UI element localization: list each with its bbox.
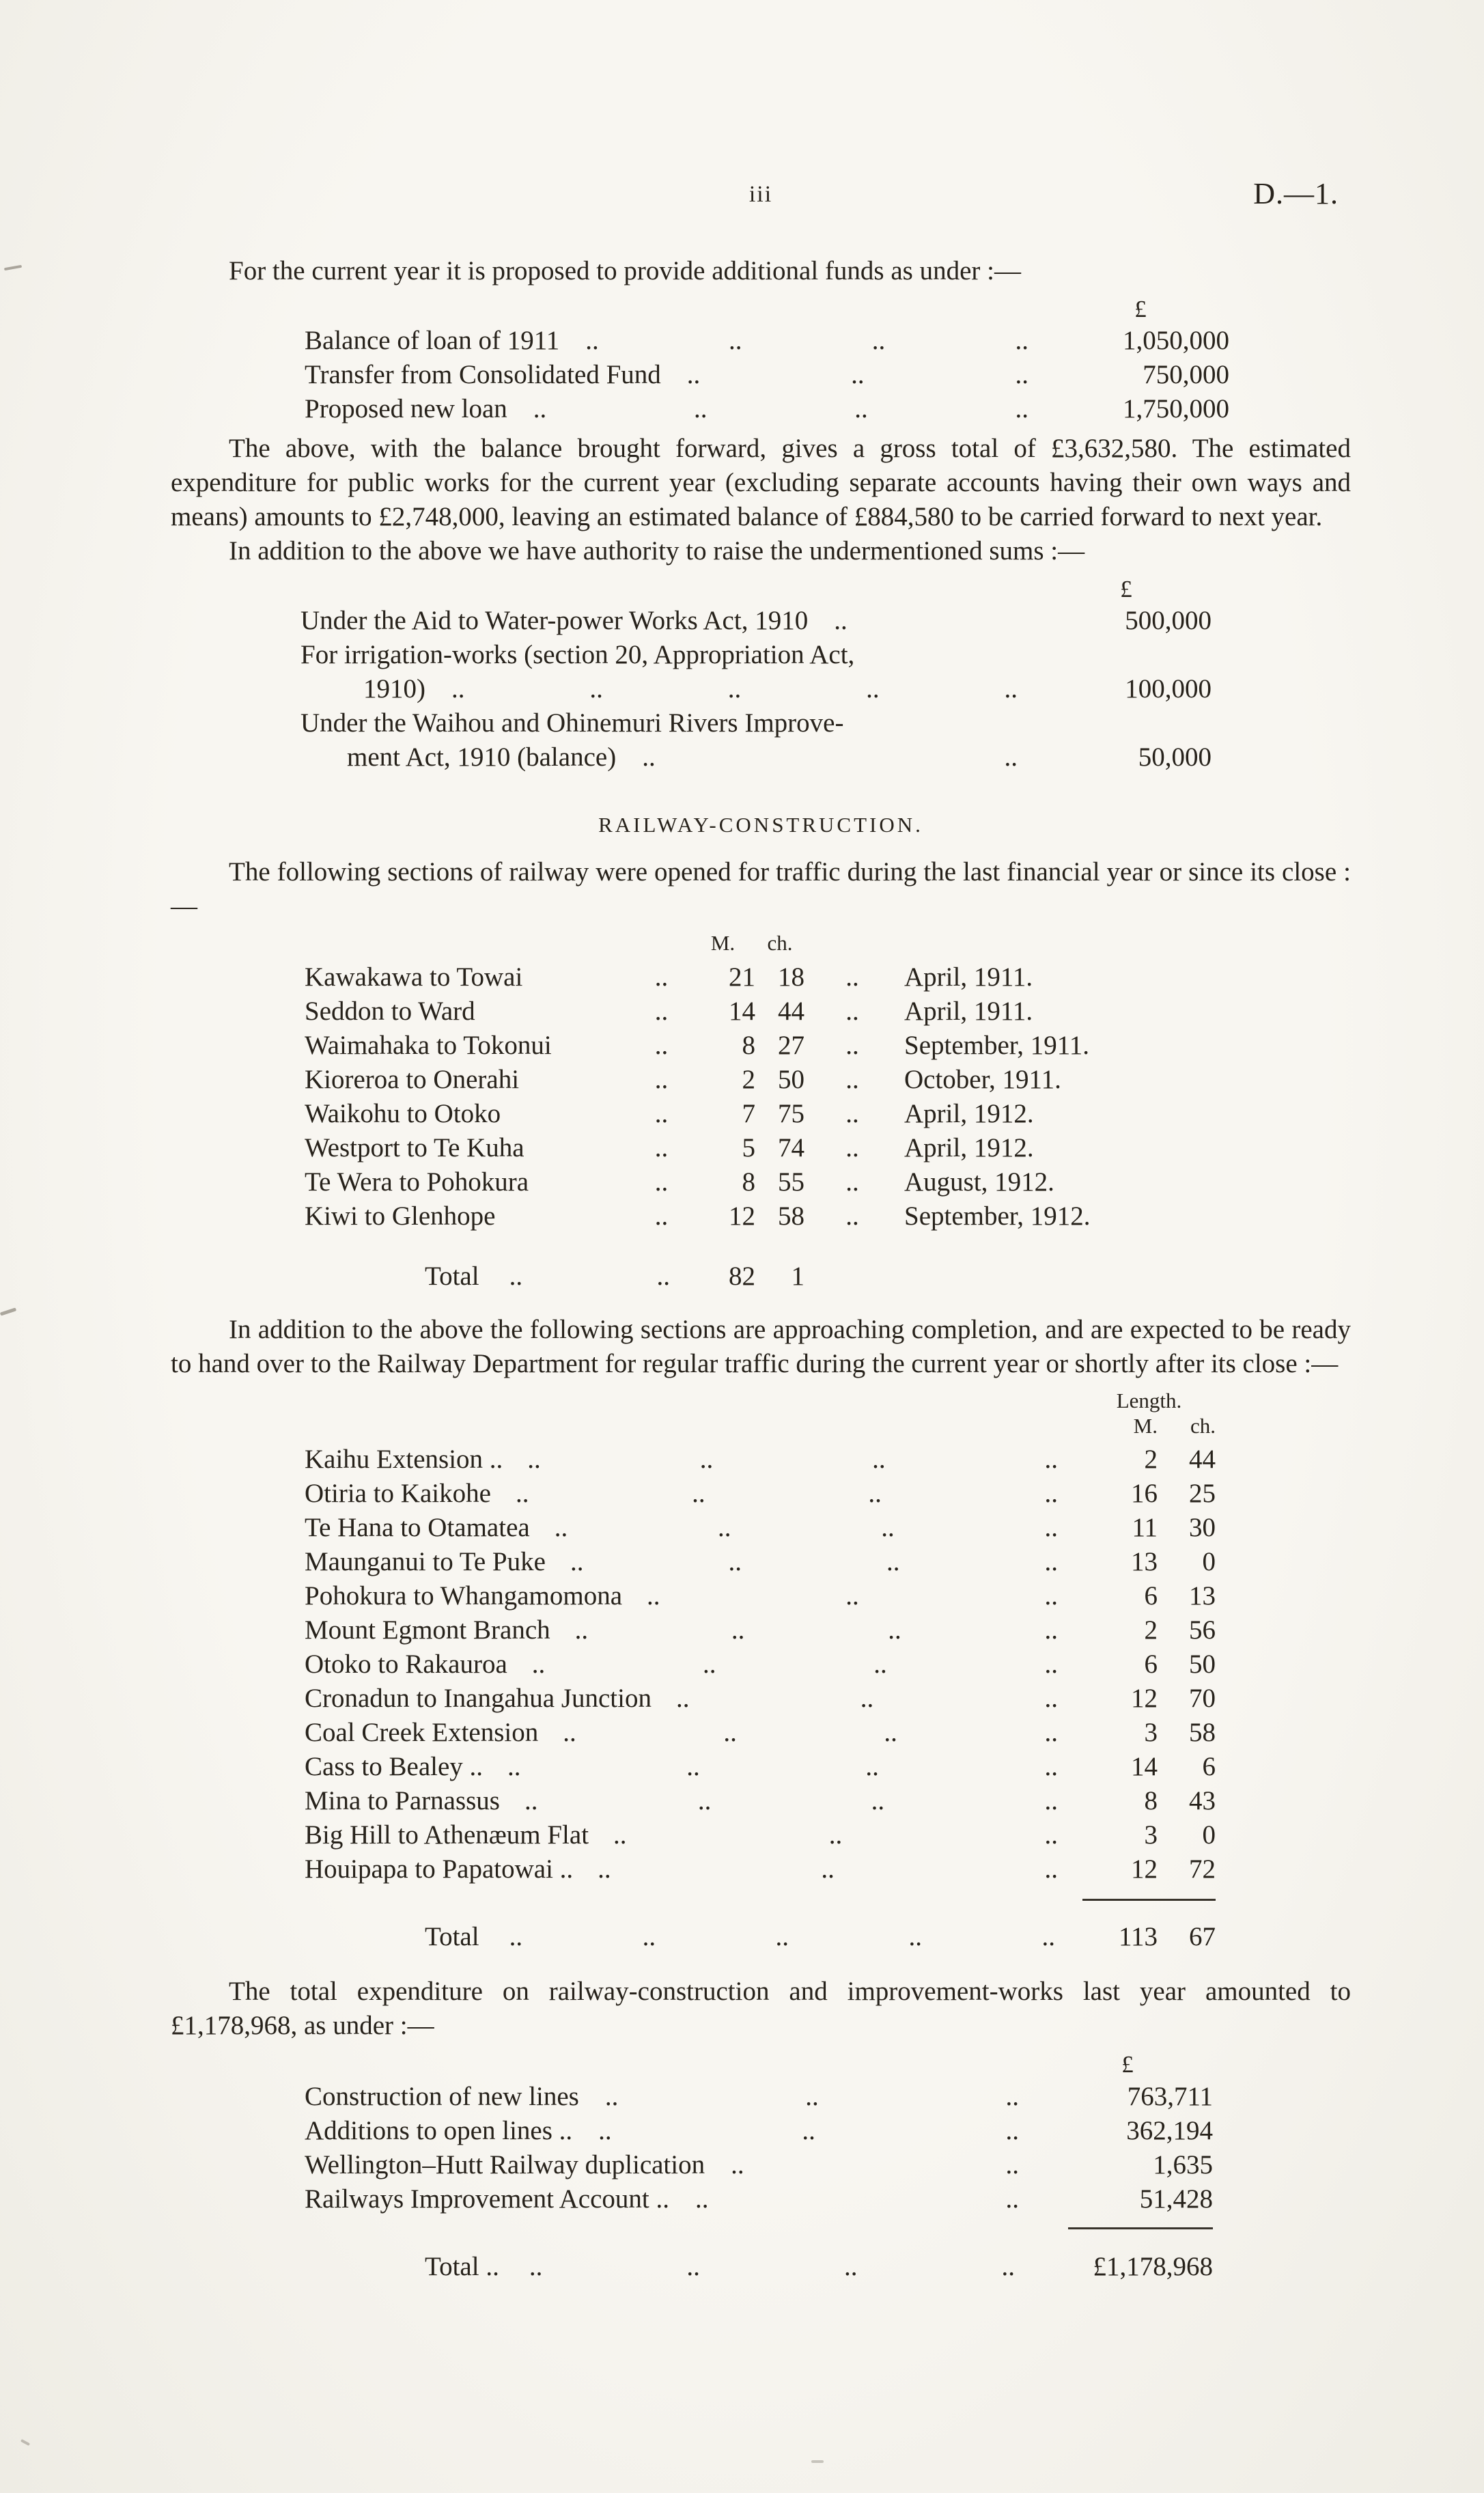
dot-leader: .. .. .. <box>598 1854 1058 1884</box>
dot-leader: .. <box>654 1133 669 1162</box>
gross-total-paragraph: The above, with the balance brought forward, gives a gross total of £3,632,580. The estimated expenditure for public works for the current year (excluding separate accounts having their own ways and means) amounts to £2,748,000, leaving an estimated balance of £884,580 to be carried forward to next year. <box>171 434 1351 531</box>
dot-leader: .. <box>654 1031 669 1060</box>
miles-value: 11 <box>1132 1513 1158 1542</box>
row-value: 750,000 <box>1143 360 1229 389</box>
table-row <box>305 1750 1216 1784</box>
section-name: Otoko to Rakauroa <box>305 1649 507 1679</box>
section-name: Maunganui to Te Puke <box>305 1547 546 1576</box>
section-name: Te Wera to Pohokura <box>305 1167 529 1197</box>
dot-leader: .. .. .. .. <box>570 1547 1058 1576</box>
table-row <box>305 392 1229 426</box>
miles-value: 12 <box>1131 1684 1158 1713</box>
dot-leader: .. <box>654 962 669 992</box>
opening-date: April, 1912. <box>904 1099 1034 1128</box>
chains-value: 43 <box>1189 1786 1216 1815</box>
currency-symbol: £ <box>1121 2051 1134 2078</box>
row-label: Additions to open lines .. <box>305 2116 573 2145</box>
section-name: Pohokura to Whangamomona <box>305 1581 623 1611</box>
chains-value: 70 <box>1189 1684 1216 1713</box>
section-name: Seddon to Ward <box>305 997 475 1026</box>
section-name: Westport to Te Kuha <box>305 1133 524 1162</box>
table-row <box>305 2182 1213 2216</box>
row-label: Railways Improvement Account .. <box>305 2184 669 2214</box>
chains-value: 58 <box>1189 1718 1216 1747</box>
dot-leader: .. .. <box>731 2150 1019 2179</box>
dot-leader: .. .. .. <box>686 360 1028 389</box>
section-name: Waimahaka to Tokonui <box>305 1031 552 1060</box>
row-label: Under the Waihou and Ohinemuri Rivers Improve- <box>300 708 844 738</box>
table-row <box>305 1545 1216 1579</box>
doc-reference: D.—1. <box>1253 177 1339 210</box>
dot-leader: .. <box>845 1065 859 1094</box>
table-row <box>305 960 1302 994</box>
authority-intro-paragraph: In addition to the above we have authority to raise the undermentioned sums :— <box>229 536 1085 566</box>
dot-leader: .. .. .. <box>675 1684 1058 1713</box>
dot-leader: .. .. .. <box>604 2082 1019 2111</box>
table-row <box>305 1165 1302 1199</box>
table-row <box>305 2080 1213 2114</box>
total-rule <box>1068 2227 1213 2229</box>
miles-value: 8 <box>742 1031 755 1060</box>
opening-date: October, 1911. <box>904 1065 1061 1094</box>
table-row <box>300 638 1212 672</box>
row-label: Construction of new lines <box>305 2082 579 2111</box>
total-row <box>305 1259 1302 1294</box>
dot-leader: .. <box>834 606 848 635</box>
table-row <box>305 1579 1216 1613</box>
chains-value: 50 <box>778 1065 804 1094</box>
opening-date: August, 1912. <box>904 1167 1054 1197</box>
dot-leader: .. .. .. <box>613 1820 1058 1850</box>
length-header-row <box>305 1388 1216 1413</box>
row-label: Balance of loan of 1911 <box>305 326 560 355</box>
row-value: 1,635 <box>1153 2150 1213 2179</box>
chains-value: 58 <box>778 1201 804 1231</box>
chains-value: 13 <box>1189 1581 1216 1611</box>
section-name: Mount Egmont Branch <box>305 1615 550 1645</box>
dot-leader: .. .. .. .. <box>527 1445 1058 1474</box>
miles-value: 8 <box>1144 1786 1158 1815</box>
section-name: Big Hill to Athenæum Flat <box>305 1820 589 1850</box>
dot-leader: .. .. .. .. <box>585 326 1028 355</box>
miles-value: 7 <box>742 1099 755 1128</box>
table-row <box>305 2114 1213 2148</box>
row-label: Transfer from Consolidated Fund <box>305 360 661 389</box>
page-number: iii <box>748 182 773 207</box>
miles-value: 21 <box>729 962 755 992</box>
intro-paragraph: For the current year it is proposed to provide additional funds as under :— <box>229 256 1021 285</box>
dot-leader: .. <box>845 997 859 1026</box>
table-row <box>305 1097 1302 1131</box>
total-label: Total <box>425 1922 479 1951</box>
section-name: Kawakawa to Towai <box>305 962 523 992</box>
chains-column-header: ch. <box>1190 1414 1216 1438</box>
chains-value: 6 <box>1202 1752 1216 1781</box>
additional-funds-table <box>305 295 1229 426</box>
section-name: Cass to Bealey .. <box>305 1752 484 1781</box>
total-label: Total .. <box>425 2252 499 2281</box>
dot-leader: .. .. .. <box>598 2116 1019 2145</box>
miles-value: 2 <box>1144 1615 1158 1645</box>
dot-leader: .. .. .. .. <box>554 1513 1058 1542</box>
chains-value: 56 <box>1189 1615 1216 1645</box>
dot-leader: .. .. .. .. .. <box>509 1922 1055 1951</box>
currency-header-row <box>305 295 1229 324</box>
dot-leader: .. <box>654 1167 669 1197</box>
miles-column-header: M. <box>710 931 736 955</box>
dot-leader: .. .. .. .. <box>574 1615 1058 1645</box>
miles-value: 2 <box>1144 1445 1158 1474</box>
expenditure-intro-paragraph: The total expenditure on railway-construction and improvement-works last year amounted to £1,178,968, as under :— <box>171 1977 1351 2040</box>
row-value: 1,750,000 <box>1123 394 1229 423</box>
row-label: Proposed new loan <box>305 394 507 423</box>
dot-leader: .. <box>845 1167 859 1197</box>
approaching-completion-table <box>305 1388 1216 1954</box>
section-name: Te Hana to Otamatea <box>305 1513 530 1542</box>
row-value: 100,000 <box>1125 674 1212 704</box>
length-column-header: Length. <box>1116 1389 1182 1412</box>
row-label: For irrigation-works (section 20, Appropriation Act, <box>300 640 855 669</box>
miles-value: 8 <box>742 1167 755 1197</box>
page-header <box>171 176 1351 219</box>
miles-value: 6 <box>1144 1649 1158 1679</box>
chains-value: 44 <box>778 997 804 1026</box>
section-name: Waikohu to Otoko <box>305 1099 501 1128</box>
opening-date: April, 1911. <box>904 997 1033 1026</box>
authority-sums-table <box>300 575 1212 775</box>
chains-column-header: ch. <box>767 931 793 955</box>
dot-leader: .. <box>845 1133 859 1162</box>
section-name: Coal Creek Extension <box>305 1718 539 1747</box>
table-row <box>305 1511 1216 1545</box>
row-value: 51,428 <box>1139 2184 1213 2214</box>
chains-value: 55 <box>778 1167 804 1197</box>
total-miles: 82 <box>729 1262 755 1291</box>
dot-leader: .. .. .. .. <box>563 1718 1058 1747</box>
dot-leader: .. <box>845 1099 859 1128</box>
row-label-continuation: ment Act, 1910 (balance) <box>347 742 617 772</box>
table-row <box>305 1199 1302 1234</box>
table-row <box>305 1477 1216 1511</box>
miles-value: 3 <box>1144 1820 1158 1850</box>
section-name: Kioreroa to Onerahi <box>305 1065 520 1094</box>
column-header-row <box>305 930 1302 956</box>
table-row <box>305 1131 1302 1165</box>
chains-value: 75 <box>778 1099 804 1128</box>
table-row <box>305 2148 1213 2182</box>
opening-date: September, 1912. <box>904 1201 1091 1231</box>
dot-leader: .. .. .. .. <box>524 1786 1058 1815</box>
dot-leader: .. .. .. .. <box>515 1479 1058 1508</box>
chains-value: 50 <box>1189 1649 1216 1679</box>
dot-leader: .. <box>654 1099 669 1128</box>
chains-value: 30 <box>1189 1513 1216 1542</box>
table-row <box>305 1613 1216 1647</box>
section-name: Kiwi to Glenhope <box>305 1201 496 1231</box>
row-value: 1,050,000 <box>1123 326 1229 355</box>
table-row <box>300 604 1212 638</box>
miles-value: 12 <box>1131 1854 1158 1884</box>
opened-sections-intro-paragraph: The following sections of railway were opened for traffic during the last financial year or since its close :— <box>171 857 1351 921</box>
miles-value: 6 <box>1144 1581 1158 1611</box>
dot-leader: .. .. .. <box>647 1581 1058 1611</box>
opened-sections-table <box>305 930 1302 1294</box>
chains-value: 44 <box>1189 1445 1216 1474</box>
scan-artifact <box>811 2460 824 2463</box>
dot-leader: .. .. .. .. <box>507 1752 1058 1781</box>
currency-header-row <box>300 575 1212 604</box>
dot-leader: .. <box>654 1065 669 1094</box>
section-name: Houipapa to Papatowai .. <box>305 1854 574 1884</box>
total-rule <box>1082 1899 1216 1901</box>
dot-leader: .. <box>654 997 669 1026</box>
chains-value: 27 <box>778 1031 804 1060</box>
approaching-intro-paragraph: In addition to the above the following sections are approaching completion, and are expected to be ready to hand over to the Railway Department for regular traffic during the current year or shortly after its close :— <box>171 1315 1351 1378</box>
miles-value: 12 <box>729 1201 755 1231</box>
dot-leader: .. <box>845 1201 859 1231</box>
table-row <box>305 1682 1216 1716</box>
total-row <box>305 2250 1213 2284</box>
miles-value: 5 <box>742 1133 755 1162</box>
section-name: Mina to Parnassus <box>305 1786 500 1815</box>
table-row <box>300 672 1212 706</box>
chains-value: 0 <box>1202 1547 1216 1576</box>
dot-leader: .. .. <box>695 2184 1019 2214</box>
table-row <box>305 358 1229 392</box>
table-row <box>305 1716 1216 1750</box>
miles-value: 14 <box>729 997 755 1026</box>
miles-value: 16 <box>1131 1479 1158 1508</box>
column-header-row <box>305 1413 1216 1438</box>
chains-value: 25 <box>1189 1479 1216 1508</box>
table-row <box>305 1443 1216 1477</box>
opening-date: April, 1912. <box>904 1133 1034 1162</box>
section-heading: RAILWAY-CONSTRUCTION. <box>598 813 923 837</box>
currency-symbol: £ <box>1120 576 1132 602</box>
total-chains: 67 <box>1189 1922 1216 1951</box>
table-row <box>305 994 1302 1029</box>
miles-value: 14 <box>1131 1752 1158 1781</box>
section-name: Otiria to Kaikohe <box>305 1479 491 1508</box>
miles-column-header: M. <box>1133 1414 1158 1438</box>
total-label: Total <box>425 1262 479 1291</box>
dot-leader: .. .. .. .. <box>531 1649 1058 1679</box>
chains-value: 74 <box>778 1133 804 1162</box>
miles-value: 2 <box>742 1065 755 1094</box>
dot-leader: .. .. <box>642 742 1018 772</box>
row-label: Wellington–Hutt Railway duplication <box>305 2150 705 2179</box>
table-row <box>305 1647 1216 1682</box>
section-name: Kaihu Extension .. <box>305 1445 503 1474</box>
row-value: 763,711 <box>1127 2082 1213 2111</box>
row-label-continuation: 1910) <box>363 674 425 704</box>
row-value: 50,000 <box>1138 742 1212 772</box>
table-row <box>300 740 1212 775</box>
chains-value: 72 <box>1189 1854 1216 1884</box>
dot-leader: .. <box>845 1031 859 1060</box>
row-label: Under the Aid to Water-power Works Act, 1910 <box>300 606 809 635</box>
currency-symbol: £ <box>1134 296 1147 322</box>
dot-leader: .. .. .. .. <box>533 394 1028 423</box>
row-value: 500,000 <box>1125 606 1212 635</box>
scan-artifact <box>20 2439 30 2446</box>
section-name: Cronadun to Inangahua Junction <box>305 1684 652 1713</box>
table-row <box>300 706 1212 740</box>
table-row <box>305 1818 1216 1852</box>
opening-date: April, 1911. <box>904 962 1033 992</box>
table-row <box>305 324 1229 358</box>
currency-header-row <box>305 2050 1213 2080</box>
dot-leader: .. .. .. .. .. <box>451 674 1018 704</box>
total-chains: 1 <box>791 1262 804 1291</box>
row-value: 362,194 <box>1126 2116 1213 2145</box>
miles-value: 13 <box>1131 1547 1158 1576</box>
table-row <box>305 1852 1216 1886</box>
table-row <box>305 1029 1302 1063</box>
chains-value: 18 <box>778 962 804 992</box>
total-miles: 113 <box>1118 1922 1158 1951</box>
dot-leader: .. .. <box>509 1262 670 1291</box>
total-value: £1,178,968 <box>1093 2252 1213 2281</box>
opening-date: September, 1911. <box>904 1031 1090 1060</box>
expenditure-table <box>305 2050 1213 2284</box>
table-row <box>305 1784 1216 1818</box>
dot-leader: .. <box>654 1201 669 1231</box>
chains-value: 0 <box>1202 1820 1216 1850</box>
dot-leader: .. .. .. .. <box>529 2252 1015 2281</box>
miles-value: 3 <box>1144 1718 1158 1747</box>
total-row <box>305 1920 1216 1954</box>
dot-leader: .. <box>845 962 859 992</box>
table-row <box>305 1063 1302 1097</box>
